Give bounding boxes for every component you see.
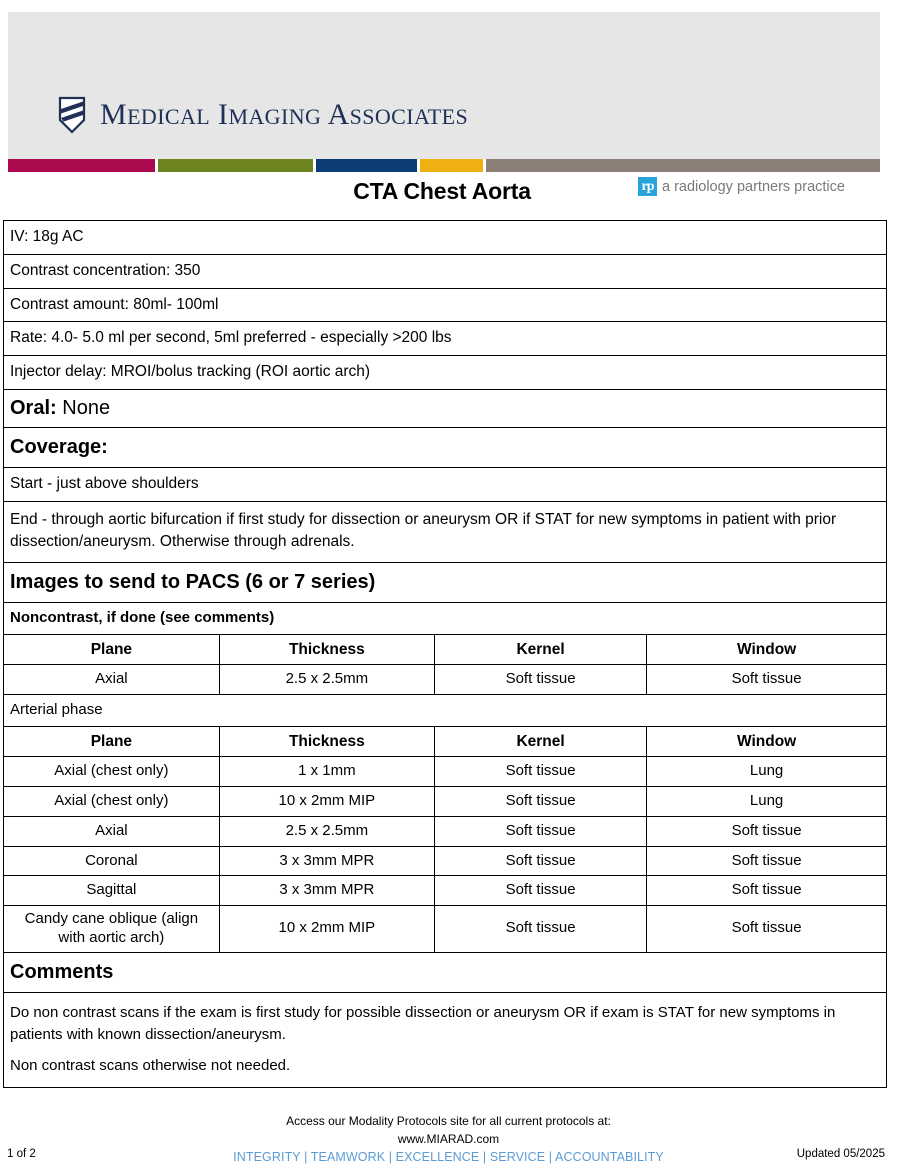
footer-center-block [0, 1112, 897, 1167]
cell-plane: Axial (chest only) [4, 757, 219, 787]
cell-thickness: 2.5 x 2.5mm [219, 816, 434, 846]
cell-plane: Axial [4, 665, 219, 694]
param-row-rate: Rate: 4.0- 5.0 ml per second, 5ml preferred - especially >200 lbs [4, 322, 886, 356]
coverage-end: End - through aortic bifurcation if first study for dissection or aneurysm OR if STAT for new symptoms in patient with prior dissection/aneurysm. Otherwise through adrenals. [4, 502, 886, 563]
noncontrast-label: Noncontrast, if done (see comments) [4, 603, 886, 635]
coverage-heading: Coverage: [4, 428, 886, 468]
footer-values-line: INTEGRITY | TEAMWORK | EXCELLENCE | SERVICE | ACCOUNTABILITY [233, 1150, 664, 1164]
cell-kernel: Soft tissue [434, 816, 646, 846]
column-header-window: Window [647, 727, 886, 757]
protocol-table [3, 220, 887, 1088]
comments-body [4, 993, 886, 1088]
arterial-series-table [4, 727, 886, 952]
cell-plane: Sagittal [4, 876, 219, 906]
column-header-window: Window [647, 635, 886, 665]
oral-row [4, 390, 886, 428]
cell-kernel: Soft tissue [434, 787, 646, 817]
arterial-table-wrap [4, 727, 886, 953]
table-header-row [4, 635, 886, 665]
table-row [4, 665, 886, 694]
page-number: 1 of 2 [7, 1148, 36, 1160]
noncontrast-table-wrap [4, 635, 886, 695]
table-row [4, 906, 886, 952]
table-row [4, 846, 886, 876]
comment-paragraph-1: Do non contrast scans if the exam is first study for possible dissection or aneurysm OR if exam is STAT for new symptoms in patients with known dissection/aneurysm. [10, 1003, 836, 1044]
cell-thickness: 3 x 3mm MPR [219, 876, 434, 906]
column-header-plane: Plane [4, 635, 219, 665]
brand-color-bar [8, 159, 880, 172]
cell-plane: Axial (chest only) [4, 787, 219, 817]
coverage-start: Start - just above shoulders [4, 468, 886, 502]
cell-window: Soft tissue [647, 846, 886, 876]
cell-thickness: 10 x 2mm MIP [219, 787, 434, 817]
column-header-kernel: Kernel [434, 727, 646, 757]
cell-plane: Axial [4, 816, 219, 846]
cell-plane: Candy cane oblique (align with aortic arch) [4, 906, 219, 952]
footer-website[interactable]: www.MIARAD.com [397, 1132, 500, 1146]
rp-logo-icon: rp [638, 177, 657, 196]
title-row [0, 176, 897, 214]
color-bar-segment-navy [316, 159, 417, 172]
cell-kernel: Soft tissue [434, 665, 646, 694]
cell-plane: Coronal [4, 846, 219, 876]
comment-paragraph-2: Non contrast scans otherwise not needed. [10, 1056, 291, 1074]
cell-window: Soft tissue [647, 876, 886, 906]
table-header-row [4, 727, 886, 757]
shield-icon [58, 96, 86, 134]
header-gray-band [8, 12, 880, 159]
footer-access-line: Access our Modality Protocols site for all current protocols at: [286, 1114, 611, 1128]
table-row [4, 757, 886, 787]
organization-logo [58, 96, 468, 134]
cell-kernel: Soft tissue [434, 757, 646, 787]
noncontrast-series-table [4, 635, 886, 694]
arterial-phase-label: Arterial phase [4, 695, 886, 727]
color-bar-segment-gold [420, 159, 483, 172]
pacs-heading: Images to send to PACS (6 or 7 series) [4, 563, 886, 603]
cell-kernel: Soft tissue [434, 876, 646, 906]
cell-window: Soft tissue [647, 816, 886, 846]
color-bar-segment-magenta [8, 159, 155, 172]
param-row-injector-delay: Injector delay: MROI/bolus tracking (ROI aortic arch) [4, 356, 886, 390]
table-row [4, 816, 886, 846]
comments-heading: Comments [4, 953, 886, 993]
oral-label: Oral: [10, 397, 57, 420]
column-header-kernel: Kernel [434, 635, 646, 665]
radiology-partners-brand [638, 177, 845, 196]
color-bar-segment-taupe [486, 159, 880, 172]
cell-kernel: Soft tissue [434, 846, 646, 876]
cell-thickness: 2.5 x 2.5mm [219, 665, 434, 694]
oral-value: None [62, 397, 111, 420]
column-header-thickness: Thickness [219, 635, 434, 665]
page-footer [0, 1112, 897, 1174]
cell-window: Soft tissue [647, 906, 886, 952]
param-row-iv: IV: 18g AC [4, 221, 886, 255]
table-row [4, 787, 886, 817]
param-row-contrast-amount: Contrast amount: 80ml- 100ml [4, 289, 886, 323]
cell-window: Lung [647, 757, 886, 787]
cell-thickness: 3 x 3mm MPR [219, 846, 434, 876]
cell-window: Soft tissue [647, 665, 886, 694]
rp-tagline: a radiology partners practice [662, 178, 845, 195]
page-title: CTA Chest Aorta [353, 178, 531, 204]
updated-date: Updated 05/2025 [796, 1148, 885, 1160]
cell-window: Lung [647, 787, 886, 817]
param-row-contrast-concentration: Contrast concentration: 350 [4, 255, 886, 289]
organization-name: MEDICAL IMAGING ASSOCIATES [100, 98, 469, 131]
cell-thickness: 10 x 2mm MIP [219, 906, 434, 952]
cell-thickness: 1 x 1mm [219, 757, 434, 787]
column-header-thickness: Thickness [219, 727, 434, 757]
color-bar-segment-olive [158, 159, 313, 172]
cell-kernel: Soft tissue [434, 906, 646, 952]
column-header-plane: Plane [4, 727, 219, 757]
table-row [4, 876, 886, 906]
